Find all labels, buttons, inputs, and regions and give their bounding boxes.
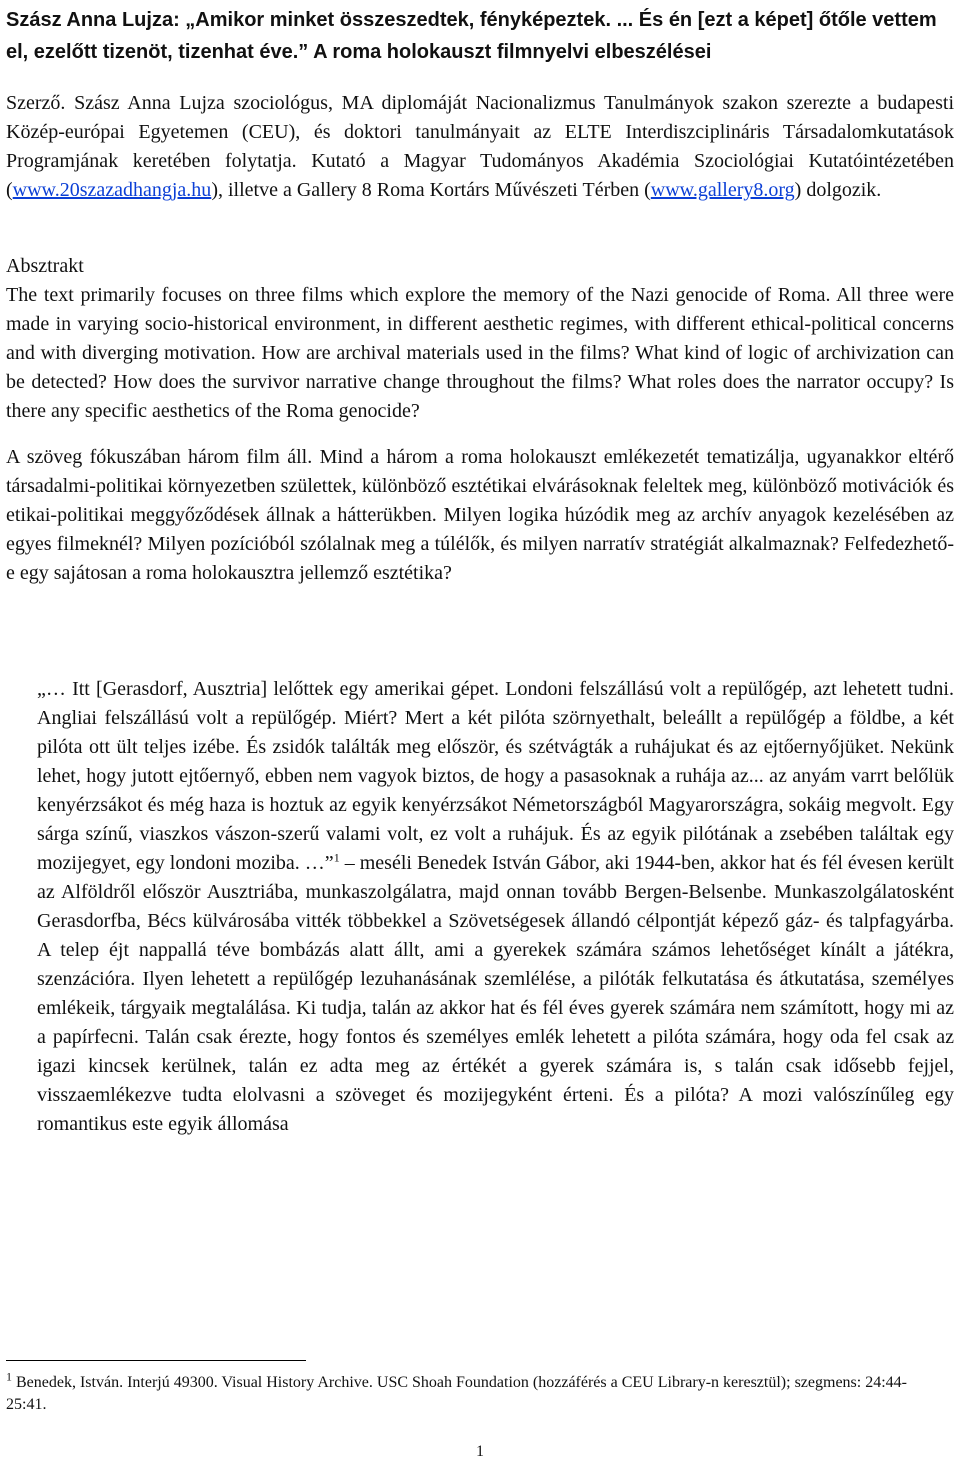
body-paragraph <box>6 675 954 1139</box>
footnote-reference[interactable]: 1 <box>333 850 340 865</box>
author-bio-text: Szerző. Szász Anna Lujza szociológus, MA diplomáját Nacionalizmus Tanulmányok szakon szerezte a budapesti Közép-európai Egyetemen (CEU), és doktori tanulmányait az ELTE Interdiszciplináris Társadalomkutatások Programjának keretében folytatja. Kutató a Magyar Tudományos Akadémia Szociológiai Kutatóintézetében ( <box>6 92 954 201</box>
link-20szazadhangja[interactable]: www.20szazadhangja.hu <box>12 179 212 201</box>
footnote-text: Benedek, István. Interjú 49300. Visual History Archive. USC Shoah Foundation (hozzáférés a CEU Library-n keresztül); szegmens: 24:44-25:41. <box>6 1374 907 1413</box>
body-text: – meséli Benedek István Gábor, aki 1944-ben, akkor hat és fél évesen került az Alföldről először Ausztriába, munkaszolgálatra, majd onnan tovább Bergen-Belsenbe. Munkaszolgálatosként Gerasdorfba, Bécs külvárosába vitték többekkel a Szövetségesek állandó célpontját képező gáz- és talpfagyárba. A telep éjt nappallá téve bombázás alatt állt, ami a gyerekek számára számos lehetőséget kínált a játékra, szenzációra. Ilyen lehetett a repülőgép lezuhanásának szemlélése, a pilóták felkutatása és átkutatása, személyes emlékeik, tárgyaik megtalálása. Ki tudja, talán az akkor hat és fél éves gyerek számára nem számított, hogy mi az a papírfecni. Talán csak érezte, hogy fontos és személyes emlék lehetett a pilóta számára, hogy oda fel csak az igazi kincsek kerülnek, talán ez adta meg az értékét a gyerek számára is, s talán csak idősebb fejjel, visszaemlékezve tudta elolvasni a szöveget és mozijegyként érteni. És a pilóta? A mozi valószínűleg egy romantikus este egyik állomása <box>37 852 954 1135</box>
link-gallery8[interactable]: www.gallery8.org <box>650 179 795 201</box>
author-bio <box>6 89 954 205</box>
abstract-text: The text primarily focuses on three films which explore the memory of the Nazi genocide of Roma. All three were made in varying socio-historical environment, in different aesthetic regimes, with different ethical-political concerns and with diverging motivation. How are archival materials used in the films? What kind of logic of archivization can be detected? How does the survivor narrative change throughout the films? What roles does the narrator occupy? Is there any specific aesthetics of the Roma genocide? <box>6 284 954 422</box>
abstract-heading: Absztrakt <box>6 255 84 277</box>
interview-quote: „… Itt [Gerasdorf, Ausztria] lelőttek egy amerikai gépet. Londoni felszállású volt a repülőgép, azt lehetett tudni. Angliai felszállású volt a repülőgép. Miért? Mert a két pilóta szörnyethalt, beleállt a repülőgép a földbe, a két pilóta ott ült teljes izébe. És zsidók találták meg először, és szétvágták a ruhájukat és az ejtőernyőjüket. Nekünk lehet, hogy jutott ejtőernyő, ebben nem vagyok biztos, de hogy a pasasoknak a ruhája az... az anyám varrt belőlük kenyérzsákot és még haza is hoztuk az egyik kenyérzsákot Németországból Magyarországra, sokáig megvolt. Egy sárga színű, viaszkos vászon-szerű valami volt, ez volt a ruhájuk. És az egyik pilótának a zsebében találtak egy mozijegyet, egy londoni moziba. …” <box>37 678 954 874</box>
footnote-separator <box>6 1360 306 1361</box>
author-bio-text-middle: ), illetve a Gallery 8 Roma Kortárs Művészeti Térben ( <box>211 179 651 201</box>
author-bio-text-end: ) dolgozik. <box>794 179 882 201</box>
footnote <box>6 1369 946 1416</box>
document-page <box>6 4 954 1460</box>
footnote-number: 1 <box>6 1369 12 1384</box>
article-title: Szász Anna Lujza: „Amikor minket összeszedtek, fényképeztek. ... És én [ezt a képet] őtőle vettem el, ezelőtt tizenöt, tizenhat éve.” A roma holokauszt filmnyelvi elbeszélései <box>6 9 937 63</box>
hungarian-summary: A szöveg fókuszában három film áll. Mind a három a roma holokauszt emlékezetét tematizálja, ugyanakkor eltérő társadalmi-politikai környezetben születtek, különböző esztétikai elvárásoknak feleltek meg, különböző motivációk és etikai-politikai meggyőződések állnak a hátterükben. Milyen logika húzódik meg az archív anyagok kezelésében az egyes filmeknél? Milyen pozícióból szólalnak meg a túlélők, és milyen narratív stratégiát alkalmaznak? Felfedezhető-e egy sajátosan a roma holokausztra jellemző esztétika? <box>6 446 954 584</box>
page-number: 1 <box>476 1443 484 1460</box>
